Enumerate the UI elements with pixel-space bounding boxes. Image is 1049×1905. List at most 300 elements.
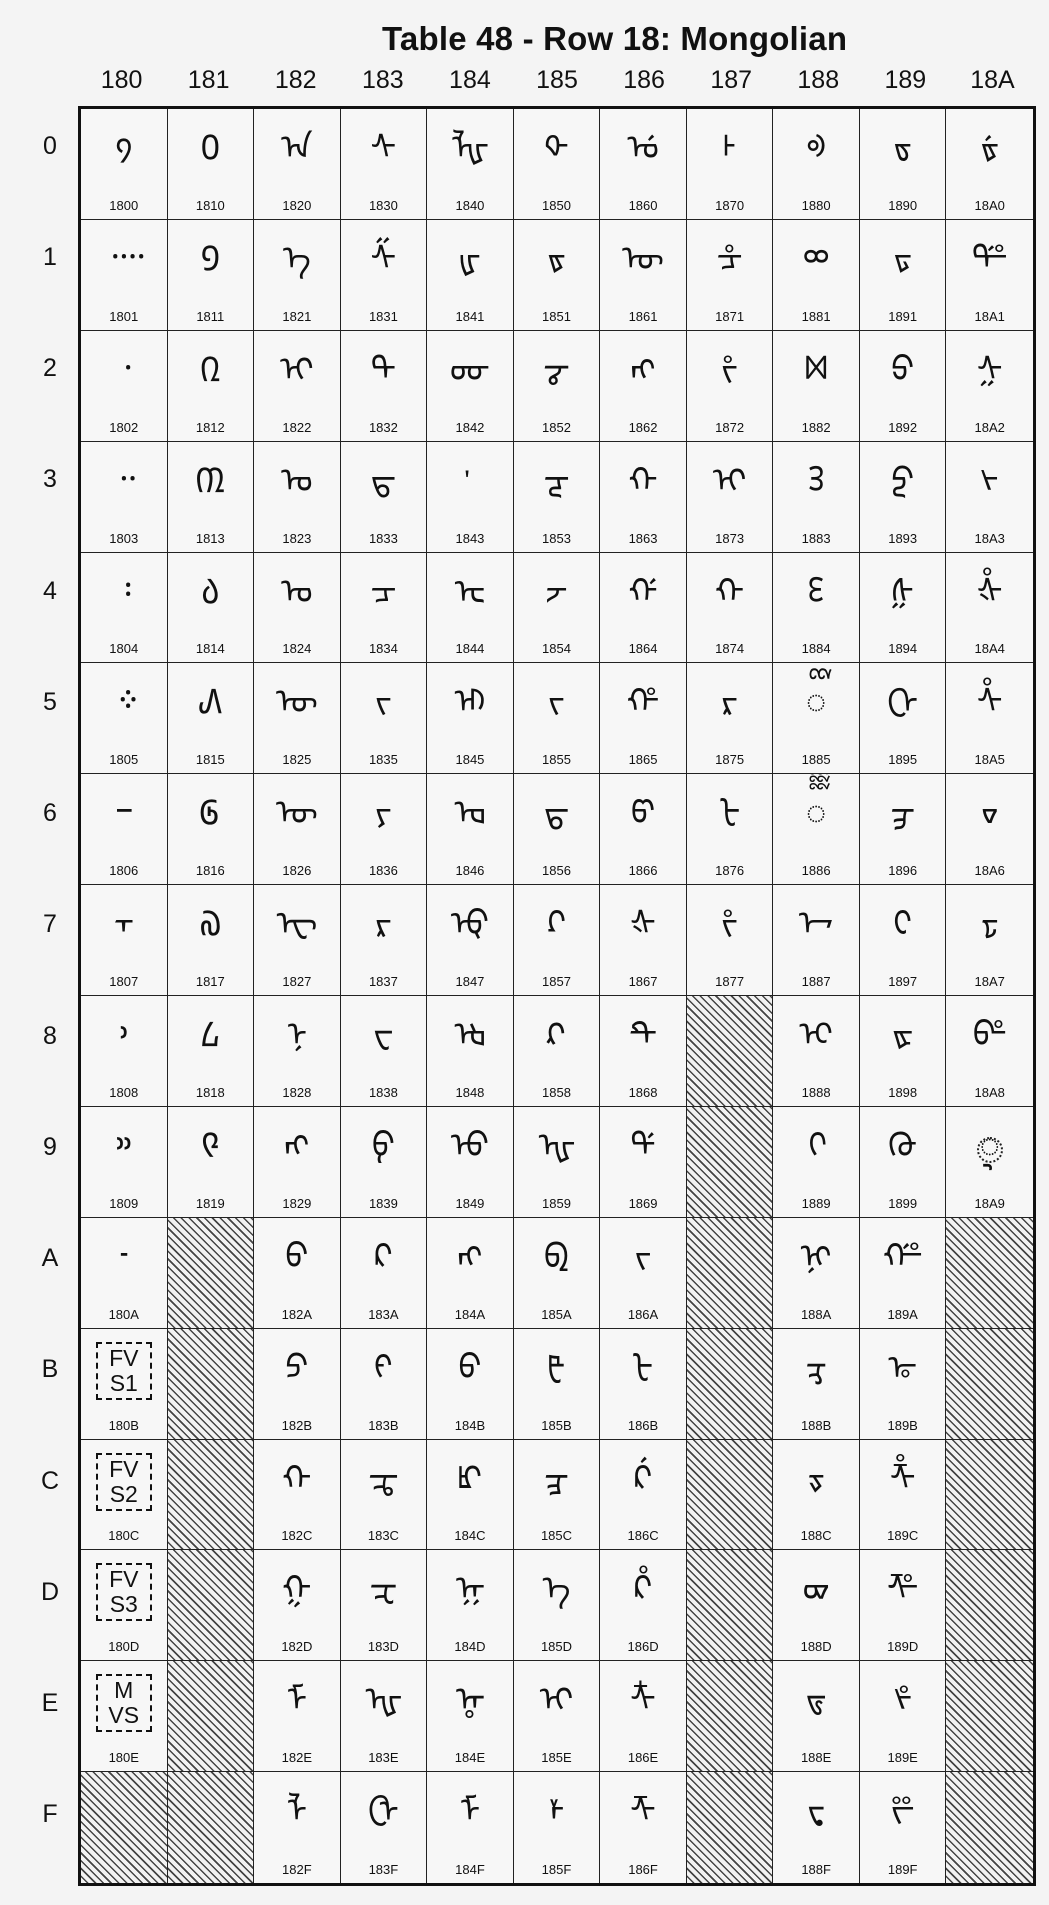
char-glyph: ᡰ [723, 128, 736, 168]
char-glyph: ᠰ [370, 128, 397, 168]
char-cell [514, 774, 601, 885]
char-code: 1868 [628, 1084, 658, 1100]
char-code: 180E [108, 1750, 139, 1766]
char-code: 188F [801, 1862, 831, 1877]
char-glyph: ᠮ [286, 1680, 308, 1721]
char-glyph: ᠦ [275, 793, 318, 834]
char-glyph: ᠙ [201, 1125, 220, 1166]
char-cell [946, 220, 1033, 331]
char-glyph: ᠥ [275, 682, 318, 723]
char-glyph: ᡌ [457, 1458, 483, 1499]
char-code: 1851 [542, 308, 571, 324]
char-cell [514, 663, 601, 774]
char-code: 1875 [715, 752, 745, 768]
char-code: 1809 [109, 1195, 139, 1211]
char-cell [514, 1107, 601, 1218]
char-code: 1817 [195, 974, 225, 989]
char-code: 1865 [628, 752, 658, 768]
char-glyph: ᠗ [199, 904, 222, 945]
unassigned-cell [687, 1329, 774, 1440]
char-cell [600, 1661, 687, 1772]
char-code: 185F [541, 1862, 572, 1877]
char-code: 18A9 [974, 1195, 1005, 1211]
char-glyph: ᢓ [891, 460, 915, 501]
char-glyph: ᡟ [548, 1791, 565, 1832]
char-cell [341, 442, 428, 553]
char-glyph: ᢈ [799, 1015, 834, 1055]
char-code: 1803 [109, 530, 139, 546]
char-glyph: ᢏ [807, 1791, 826, 1832]
char-code: 1899 [888, 1195, 918, 1211]
char-code: 1874 [715, 641, 745, 657]
char-cell [168, 996, 255, 1107]
char-code: 1881 [801, 308, 831, 324]
char-glyph: ᡥ [626, 682, 660, 723]
char-glyph: ᡁ [459, 238, 481, 279]
char-glyph: ᠿ [367, 1791, 399, 1832]
char-cell [514, 1218, 601, 1329]
char-cell [687, 442, 774, 553]
char-code: 183C [367, 1528, 399, 1544]
char-code: 182B [281, 1417, 313, 1433]
char-glyph: ᠉ [114, 1125, 133, 1166]
char-cell [81, 109, 168, 220]
char-glyph: ᢀ [806, 128, 827, 168]
row-header: D [40, 1577, 60, 1606]
char-glyph: ᡷ [721, 904, 739, 945]
char-code: 1815 [195, 752, 225, 768]
char-glyph: ᡣ [628, 460, 658, 501]
char-glyph: ᠄ [116, 571, 131, 612]
char-cell [341, 1550, 428, 1661]
char-cell [427, 1107, 514, 1218]
char-code: 1853 [542, 530, 571, 546]
char-cell [254, 331, 341, 442]
char-code: 1812 [195, 419, 225, 435]
char-cell [687, 553, 774, 664]
char-glyph: ᠸ [373, 1015, 394, 1055]
char-cell [341, 1329, 428, 1440]
char-code: 1839 [368, 1195, 398, 1211]
char-code: 1831 [368, 308, 398, 324]
char-glyph: ᠅ [111, 682, 136, 723]
char-cell [341, 1107, 428, 1218]
char-glyph: ᡉ [450, 1125, 490, 1166]
char-glyph: ᢊ [800, 1236, 832, 1277]
char-cell [860, 774, 947, 885]
char-cell [514, 1329, 601, 1440]
char-code: 1898 [888, 1084, 918, 1100]
row-header: 9 [43, 1132, 57, 1161]
unassigned-cell [946, 1329, 1033, 1440]
char-code: 180C [108, 1528, 140, 1544]
char-glyph: ᢄ [807, 571, 825, 612]
char-cell [427, 1661, 514, 1772]
char-cell [81, 1550, 168, 1661]
char-glyph: ᢥ [976, 682, 1003, 723]
char-cell [427, 331, 514, 442]
char-glyph: ᠹ [371, 1125, 395, 1166]
char-code: 1886 [801, 863, 831, 879]
unassigned-cell [946, 1772, 1033, 1883]
char-code: 1820 [282, 197, 312, 213]
char-glyph: ᢑ [893, 238, 913, 279]
char-cell [773, 1107, 860, 1218]
char-code: 1837 [368, 974, 398, 989]
char-code: 1816 [195, 863, 225, 879]
unassigned-cell [168, 1772, 255, 1883]
char-code: 1869 [628, 1195, 658, 1211]
char-cell [341, 1661, 428, 1772]
char-glyph: ᠼ [368, 1458, 399, 1499]
char-glyph: ᡛ [547, 1347, 566, 1388]
char-code: 183D [367, 1639, 399, 1655]
char-cell [860, 663, 947, 774]
char-cell [427, 996, 514, 1107]
char-code: 184A [454, 1306, 486, 1322]
char-glyph: ᢡ [971, 238, 1008, 279]
char-glyph: ᢒ [891, 349, 915, 390]
char-cell [514, 220, 601, 331]
char-code: 1822 [282, 419, 312, 435]
char-code: 1885 [801, 752, 831, 768]
char-code: 186E [627, 1750, 659, 1766]
char-cell [81, 220, 168, 331]
char-glyph: ᠺ [374, 1236, 393, 1277]
char-code: 1896 [888, 863, 918, 879]
char-cell [341, 1440, 428, 1551]
char-code: 182F [282, 1862, 312, 1877]
char-code: 1811 [196, 308, 225, 324]
char-glyph: ᢘ [892, 1015, 914, 1055]
char-cell [514, 553, 601, 664]
char-code: 1825 [282, 752, 312, 768]
unassigned-cell [687, 1550, 774, 1661]
char-cell [427, 1440, 514, 1551]
char-glyph: ᠔ [201, 571, 220, 612]
char-code: 18A0 [974, 197, 1005, 213]
char-code: 1828 [282, 1084, 312, 1100]
char-cell [427, 663, 514, 774]
char-cell [514, 331, 601, 442]
char-code: 1860 [628, 197, 658, 213]
char-cell [341, 220, 428, 331]
char-code: 185A [541, 1306, 572, 1322]
char-code: 186F [628, 1862, 658, 1877]
char-cell [946, 553, 1033, 664]
char-glyph: ᡒ [543, 349, 570, 390]
char-code: 1855 [542, 752, 571, 768]
char-glyph: ᠂ [116, 349, 131, 390]
char-cell [81, 442, 168, 553]
char-cell [341, 1772, 428, 1883]
char-cell [860, 1772, 947, 1883]
char-code: 182D [281, 1639, 313, 1655]
column-header: 188 [797, 66, 840, 94]
unassigned-cell [946, 1550, 1033, 1661]
char-code: 1806 [109, 863, 139, 879]
char-cell [600, 220, 687, 331]
char-code: 1891 [888, 308, 918, 324]
char-glyph: ᠴ [370, 571, 397, 612]
char-cell [946, 885, 1033, 996]
char-glyph: ᡔ [545, 571, 568, 612]
column-header: 187 [710, 66, 753, 94]
char-glyph: ᢝ [886, 1569, 919, 1610]
char-cell [81, 553, 168, 664]
char-glyph: ᠑ [200, 238, 221, 279]
row-header: B [41, 1355, 59, 1384]
char-cell [254, 1772, 341, 1883]
char-cell [168, 774, 255, 885]
char-cell [687, 885, 774, 996]
row-header: 5 [43, 687, 57, 716]
char-cell [514, 1772, 601, 1883]
char-cell [600, 1440, 687, 1551]
char-glyph: ᡄ [454, 571, 486, 612]
char-cell [254, 885, 341, 996]
row-header: 4 [43, 576, 57, 605]
char-cell [860, 1661, 947, 1772]
char-code: 1889 [801, 1195, 831, 1211]
char-cell [687, 774, 774, 885]
char-cell [773, 220, 860, 331]
char-glyph: ᡀ [450, 128, 490, 168]
char-glyph: ᠧ [276, 904, 318, 945]
char-cell [254, 442, 341, 553]
char-code: 1859 [542, 1195, 571, 1211]
char-code: 1870 [715, 197, 745, 213]
char-glyph: ᢞ [893, 1680, 913, 1721]
char-cell [860, 1329, 947, 1440]
char-glyph: ᠷ [374, 904, 392, 945]
char-cell [81, 1107, 168, 1218]
char-cell [514, 1440, 601, 1551]
column-header: 181 [187, 66, 230, 94]
char-code: 180B [108, 1417, 139, 1433]
char-code: 1827 [282, 974, 312, 989]
char-glyph: ᡜ [544, 1458, 569, 1499]
char-code: 1829 [282, 1195, 312, 1211]
char-cell [600, 885, 687, 996]
char-glyph: ᢢ [976, 349, 1003, 390]
char-glyph: ᠇ [113, 904, 135, 945]
char-code: 188B [800, 1417, 832, 1433]
char-cell [341, 1218, 428, 1329]
char-cell [946, 996, 1033, 1107]
char-code: 185E [541, 1750, 572, 1766]
unassigned-cell [168, 1218, 255, 1329]
char-glyph: ᢖ [890, 793, 916, 834]
char-glyph: ᡋ [458, 1347, 482, 1388]
char-cell [860, 553, 947, 664]
char-cell [687, 331, 774, 442]
char-cell [860, 1218, 947, 1329]
char-cell [600, 1329, 687, 1440]
char-cell [600, 442, 687, 553]
char-code: 1849 [455, 1195, 485, 1211]
char-code: 183E [368, 1750, 399, 1766]
char-glyph: ᡈ [454, 1015, 486, 1055]
char-glyph: ᢨ [972, 1015, 1007, 1055]
char-glyph: ᠈ [118, 1015, 130, 1055]
char-code: 183B [368, 1417, 399, 1433]
char-glyph: ᡖ [543, 793, 570, 834]
char-glyph: ᠩ [284, 1125, 310, 1166]
char-code: 1838 [368, 1084, 398, 1100]
char-code: 189C [887, 1528, 919, 1544]
char-cell [81, 331, 168, 442]
char-glyph: ᡐ [544, 128, 569, 168]
char-glyph: ᡆ [454, 793, 486, 834]
char-glyph: ᠳ [370, 460, 397, 501]
char-code: 1888 [801, 1084, 831, 1100]
char-cell [600, 996, 687, 1107]
char-code: 1824 [282, 641, 312, 657]
char-glyph: ᡱ [716, 238, 743, 279]
char-glyph: ᢛ [888, 1347, 918, 1388]
char-cell [600, 109, 687, 220]
char-code: 1843 [455, 530, 485, 546]
char-code: 1854 [542, 641, 571, 657]
char-cell [860, 1440, 947, 1551]
char-code: 189D [887, 1639, 919, 1655]
unassigned-cell [168, 1550, 255, 1661]
char-cell [600, 1550, 687, 1661]
char-cell [427, 1218, 514, 1329]
char-code: 186C [627, 1528, 659, 1544]
char-glyph: ᢉ [806, 1125, 826, 1166]
char-cell [773, 1218, 860, 1329]
column-header: 185 [536, 66, 578, 94]
char-glyph: ᡎ [454, 1680, 486, 1721]
column-header: 189 [884, 66, 927, 94]
char-code: 1836 [368, 863, 398, 879]
char-glyph: ᠓ [195, 460, 226, 501]
char-cell [168, 553, 255, 664]
column-header: 182 [274, 66, 317, 94]
char-glyph: ᠾ [364, 1680, 403, 1721]
char-glyph: ᢚ [882, 1236, 923, 1277]
char-cell [341, 553, 428, 664]
char-cell [860, 1550, 947, 1661]
char-glyph: ᡅ [454, 682, 486, 723]
abbreviation-box: FV S3 [96, 1563, 152, 1621]
row-header: 1 [43, 242, 57, 271]
char-cell [254, 1440, 341, 1551]
char-code: 188A [800, 1306, 832, 1322]
char-code: 1876 [715, 863, 745, 879]
char-cell [427, 220, 514, 331]
char-cell [168, 663, 255, 774]
char-glyph: ᡲ [721, 349, 739, 390]
char-cell [168, 331, 255, 442]
char-glyph: ᡇ [450, 904, 490, 945]
char-code: 18A7 [974, 974, 1005, 989]
char-code: 189B [887, 1417, 918, 1433]
char-code: 1882 [801, 419, 831, 435]
char-cell [254, 1329, 341, 1440]
char-glyph: ᡓ [543, 460, 570, 501]
char-glyph: ᠭ [282, 1569, 312, 1610]
char-code: 1890 [888, 197, 918, 213]
char-code: 1802 [109, 419, 139, 435]
char-glyph: ᢕ [887, 682, 919, 723]
char-code: 1805 [109, 752, 139, 768]
char-glyph: ᡘ [547, 1015, 566, 1055]
char-code: 18A8 [974, 1084, 1005, 1100]
char-glyph: ᡦ [630, 793, 656, 834]
char-glyph: ᢩ [979, 1125, 1000, 1166]
char-code: 184D [454, 1639, 486, 1655]
page-title: Table 48 - Row 18: Mongolian [382, 20, 848, 57]
char-code: 1857 [542, 974, 571, 989]
char-code: 1894 [888, 641, 918, 657]
unassigned-cell [946, 1440, 1033, 1551]
char-cell [600, 663, 687, 774]
char-code: 182C [281, 1528, 313, 1544]
char-glyph: ᢠ [980, 128, 1000, 168]
char-cell [600, 774, 687, 885]
char-glyph: ᡞ [539, 1680, 574, 1721]
char-cell [254, 1218, 341, 1329]
char-glyph: ᡮ [630, 1680, 656, 1721]
char-code: 1846 [455, 863, 485, 879]
code-chart-grid [78, 106, 1036, 1886]
char-glyph: ᡡ [622, 238, 665, 279]
char-glyph: ᢐ [893, 128, 912, 168]
char-glyph: ᢤ [976, 571, 1003, 612]
char-cell [427, 774, 514, 885]
row-header: 7 [43, 910, 57, 939]
char-glyph: ᠐ [200, 128, 221, 168]
char-glyph: ᠒ [200, 349, 221, 390]
char-code: 186A [627, 1306, 659, 1322]
char-cell [773, 1329, 860, 1440]
char-cell [81, 996, 168, 1107]
char-glyph: ᠤ [281, 571, 313, 612]
char-glyph: ᢂ [804, 349, 828, 390]
char-glyph [427, 458, 513, 504]
char-cell [427, 1772, 514, 1883]
unassigned-cell [168, 1440, 255, 1551]
char-cell [946, 109, 1033, 220]
char-cell [427, 109, 514, 220]
char-cell [341, 331, 428, 442]
char-cell [687, 220, 774, 331]
char-glyph: ᢌ [807, 1458, 825, 1499]
char-code: 1808 [109, 1084, 139, 1100]
char-glyph: ᡧ [630, 904, 656, 945]
char-cell [254, 1550, 341, 1661]
char-glyph: ᠲ [370, 349, 397, 390]
char-cell [254, 663, 341, 774]
unassigned-cell [168, 1329, 255, 1440]
char-code: 1880 [801, 197, 831, 213]
char-cell [600, 331, 687, 442]
char-code: 188C [800, 1528, 832, 1544]
char-code: 1807 [109, 974, 139, 989]
char-code: 1845 [455, 752, 485, 768]
char-glyph: ᢣ [980, 460, 999, 501]
char-glyph: ᢜ [889, 1458, 916, 1499]
char-glyph: ᡳ [712, 460, 747, 501]
char-cell [254, 109, 341, 220]
char-cell [341, 996, 428, 1107]
char-code: 184E [454, 1750, 486, 1766]
char-cell [860, 109, 947, 220]
char-cell [427, 885, 514, 996]
